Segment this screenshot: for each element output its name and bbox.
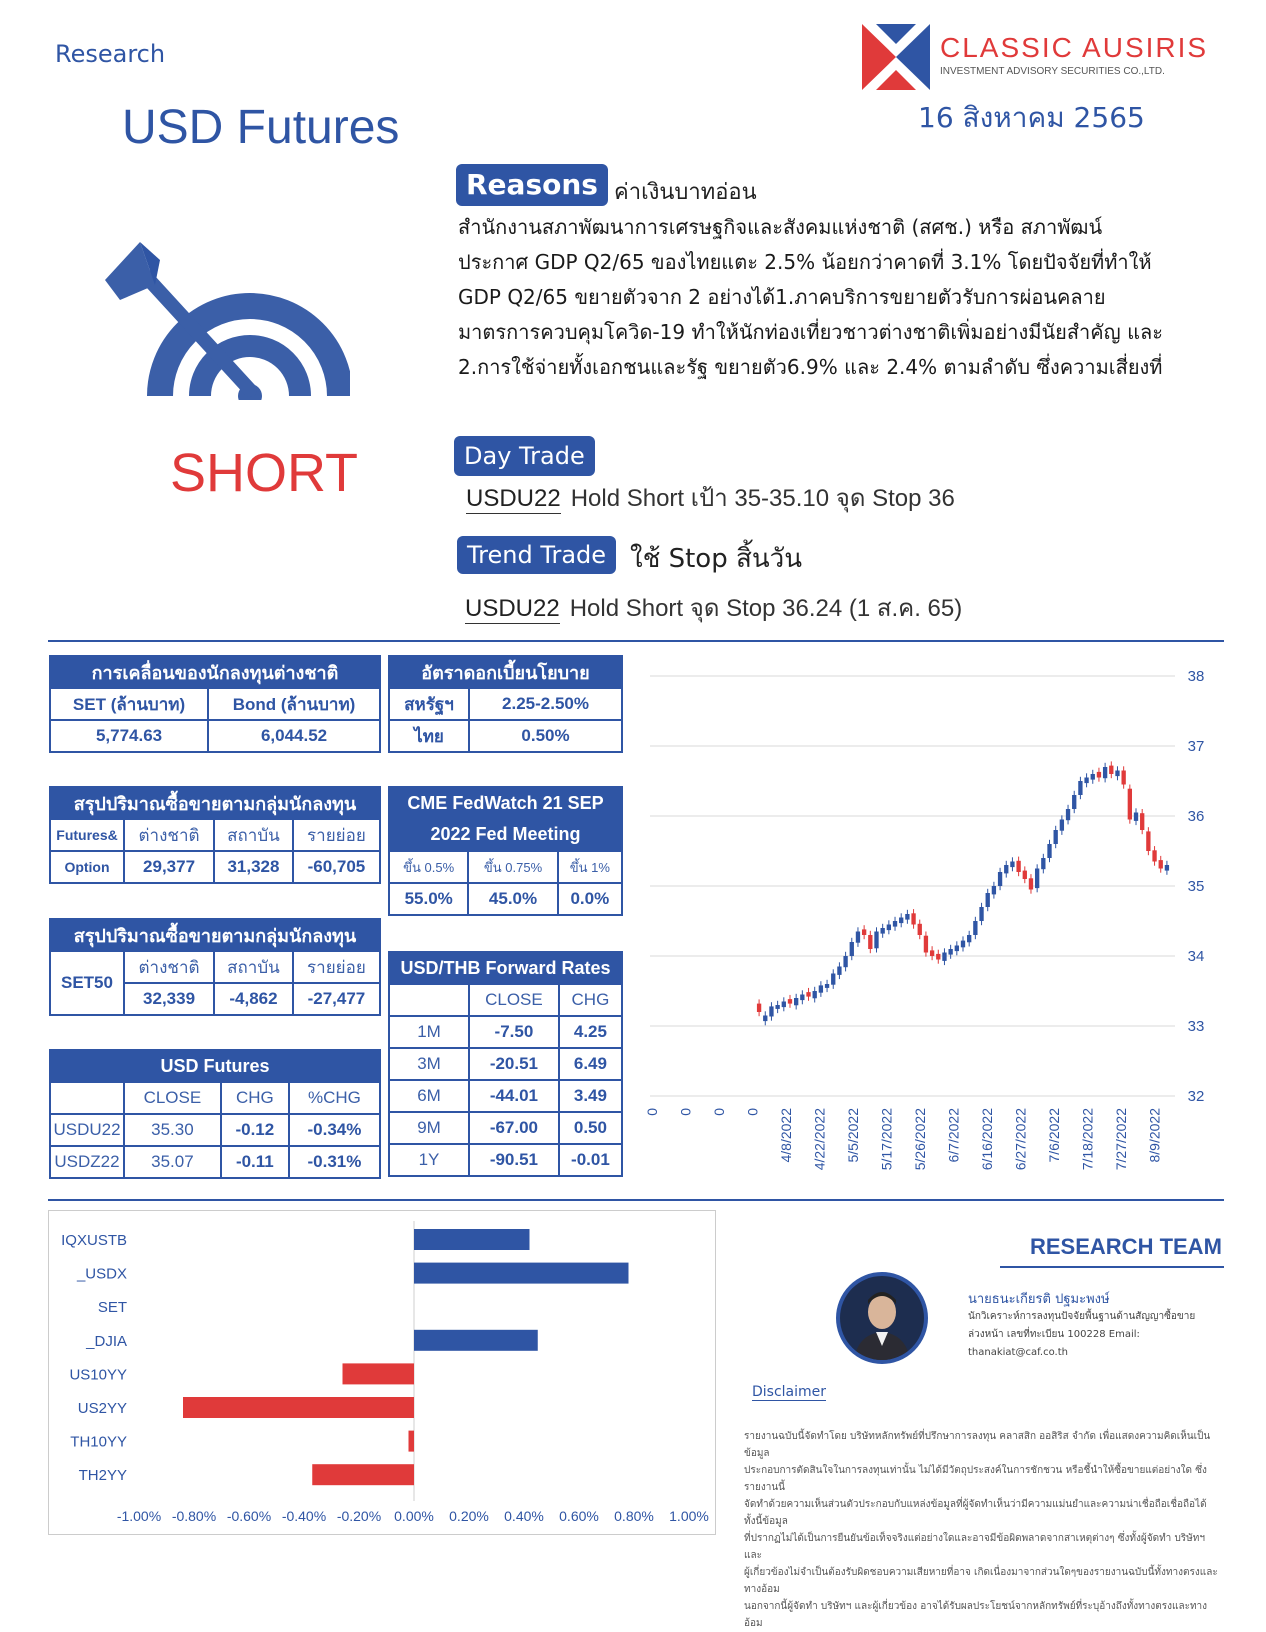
analyst-email[interactable]: thanakiat@caf.co.th xyxy=(968,1347,1068,1358)
x-tick-label: -0.60% xyxy=(226,1508,272,1524)
x-tick-label: 8/9/2022 xyxy=(1146,1108,1163,1163)
bar xyxy=(414,1330,538,1351)
table-cell: 6.49 xyxy=(559,1048,622,1080)
row-label: Option xyxy=(50,851,124,883)
table-cell: -7.50 xyxy=(469,1016,559,1048)
reasons-line: สำนักงานสภาพัฒนาการเศรษฐกิจและสังคมแห่งชาติ (สศช.) หรือ สภาพัฒน์ xyxy=(458,215,1103,239)
bar-category-label: US10YY xyxy=(69,1366,127,1384)
candle-body xyxy=(819,985,823,992)
y-tick-label: 36 xyxy=(1187,808,1205,825)
analyst-name: นายธนะเกียรติ ปฐมะพงษ์ xyxy=(968,1292,1110,1307)
candle-body xyxy=(788,999,792,1003)
foreign-flow-table xyxy=(49,655,381,753)
table-title: USD/THB Forward Rates xyxy=(389,952,622,984)
bar-category-label: US2YY xyxy=(77,1400,127,1417)
candle-body xyxy=(887,925,891,931)
y-tick-label: 33 xyxy=(1187,1018,1205,1035)
candle-body xyxy=(1041,858,1045,869)
bar xyxy=(414,1263,629,1284)
candle-body xyxy=(1115,771,1119,777)
row-label: Futures& xyxy=(50,819,124,851)
row-label: สหรัฐฯ xyxy=(389,688,469,720)
x-tick-label: 7/6/2022 xyxy=(1046,1108,1062,1163)
table-header: สถาบัน xyxy=(214,951,293,983)
policy-rate-table xyxy=(388,655,623,753)
candle-body xyxy=(862,929,866,935)
candle-body xyxy=(918,924,922,935)
table-header: ต่างชาติ xyxy=(124,951,214,983)
candle-body xyxy=(769,1006,773,1016)
x-tick-label: -1.00% xyxy=(116,1508,162,1524)
day-trade-symbol: USDU22 xyxy=(466,485,561,512)
candle-body xyxy=(1060,820,1064,831)
candle-body xyxy=(874,932,878,949)
table-cell: 55.0% xyxy=(389,883,468,915)
bar-category-label: TH2YY xyxy=(78,1467,127,1485)
table-cell: -0.12 xyxy=(221,1114,289,1146)
x-tick-label: -0.20% xyxy=(336,1508,382,1524)
candle-body xyxy=(806,992,810,996)
candle-body xyxy=(1004,865,1008,873)
day-trade-text: Hold Short เป้า 35-35.10 จุด Stop 36 xyxy=(570,485,955,512)
reasons-line: 2.การใช้จ่ายทั้งเอกชนและรัฐ ขยายตัว6.9% และ 2.4% ตามลำดับ ซึ่งความเสี่ยงที่ xyxy=(458,355,1163,379)
x-tick-label: 4/8/2022 xyxy=(778,1108,794,1163)
candle-body xyxy=(1035,869,1039,889)
trend-trade-headline: ใช้ Stop สิ้นวัน xyxy=(630,544,802,574)
candle-body xyxy=(973,921,977,935)
forward-rates-table xyxy=(388,951,623,1177)
table-cell: 35.30 xyxy=(124,1114,221,1146)
section-divider xyxy=(48,1199,1224,1201)
candle-body xyxy=(1165,865,1169,871)
candle-body xyxy=(1159,860,1163,868)
table-header: CLOSE xyxy=(124,1082,221,1114)
candle-body xyxy=(1146,831,1150,851)
table-cell: -27,477 xyxy=(293,983,380,1015)
fedwatch-table xyxy=(388,786,623,916)
team-divider xyxy=(1000,1266,1224,1268)
table-header: ขึ้น 0.75% xyxy=(468,851,557,883)
x-tick-label: 0.40% xyxy=(504,1508,544,1524)
x-tick-label: 1.00% xyxy=(669,1508,709,1524)
candle-body xyxy=(757,1004,761,1012)
table-header: รายย่อย xyxy=(293,951,380,983)
candle-body xyxy=(1066,809,1070,820)
row-label: 1Y xyxy=(389,1144,469,1176)
table-cell: 0.50 xyxy=(559,1112,622,1144)
table-cell: 29,377 xyxy=(124,851,214,883)
row-label: 9M xyxy=(389,1112,469,1144)
candle-body xyxy=(843,956,847,967)
candle-body xyxy=(794,998,798,1005)
row-label: 6M xyxy=(389,1080,469,1112)
candle-body xyxy=(831,974,835,985)
table-header: CHG xyxy=(559,984,622,1016)
brand-subtitle: INVESTMENT ADVISORY SECURITIES CO.,LTD. xyxy=(940,66,1165,77)
x-tick-label: 5/17/2022 xyxy=(878,1108,895,1171)
candle-body xyxy=(1140,813,1144,830)
table-cell: -0.31% xyxy=(289,1146,380,1178)
brand-name: CLASSIC AUSIRIS xyxy=(940,32,1209,63)
candle-body xyxy=(1121,771,1125,785)
candle-body xyxy=(992,886,996,894)
x-tick-label: 0.80% xyxy=(614,1508,654,1524)
candle-body xyxy=(967,935,971,942)
bar xyxy=(312,1464,414,1485)
page-title: USD Futures xyxy=(122,101,400,154)
x-tick-label: 7/27/2022 xyxy=(1113,1108,1129,1171)
table-header: CHG xyxy=(221,1082,289,1114)
bar xyxy=(409,1431,415,1452)
row-label: 1M xyxy=(389,1016,469,1048)
x-tick-label: 5/26/2022 xyxy=(912,1108,928,1171)
trend-trade-text: Hold Short จุด Stop 36.24 (1 ส.ค. 65) xyxy=(569,595,963,622)
bar-category-label: TH10YY xyxy=(70,1433,127,1451)
table-cell: -20.51 xyxy=(469,1048,559,1080)
bar-category-label: _DJIA xyxy=(86,1332,127,1350)
candle-body xyxy=(899,918,903,924)
candle-body xyxy=(1072,795,1076,809)
disclaimer-line: นอกจากนี้ผู้จัดทำ บริษัทฯ และผู้เกี่ยวข้อง อาจได้รับผลประโยชน์จากหลักทรัพย์ที่ระบุอ้างถึงทั้งทางตรงและทางอ้อม xyxy=(744,1601,1208,1629)
table-cell: 5,774.63 xyxy=(50,720,208,752)
candle-body xyxy=(782,1002,786,1008)
candle-body xyxy=(856,932,860,943)
candle-body xyxy=(763,1016,767,1022)
candle-body xyxy=(942,953,946,961)
analyst-avatar xyxy=(836,1272,928,1364)
analyst-photo-icon xyxy=(840,1276,924,1360)
candle-body xyxy=(1084,778,1088,784)
table-cell: -67.00 xyxy=(469,1112,559,1144)
candle-body xyxy=(1047,844,1051,858)
analyst-info xyxy=(968,1308,1198,1362)
candle-body xyxy=(998,872,1002,886)
candle-body xyxy=(775,1005,779,1009)
x-tick-label: 0.00% xyxy=(394,1508,434,1524)
trend-trade-tag: Trend Trade xyxy=(457,536,616,574)
candle-body xyxy=(936,954,940,960)
signal-label: SHORT xyxy=(170,443,359,503)
brand-logo-icon xyxy=(862,24,930,90)
market-change-bar-chart xyxy=(48,1210,716,1535)
reasons-body xyxy=(458,210,1238,385)
disclaimer-label: Disclaimer xyxy=(752,1384,827,1400)
bar xyxy=(183,1397,414,1418)
candle-body xyxy=(1128,789,1132,820)
futures-flow-table xyxy=(49,786,381,884)
analyst-role: นักวิเคราะห์การลงทุนปัจจัยพื้นฐานด้านสัญญาซื้อขาย xyxy=(968,1311,1196,1322)
reasons-line: GDP Q2/65 ขยายตัวจาก 2 อย่างได้1.ภาคบริการขยายตัวรับการผ่อนคลาย xyxy=(458,285,1106,309)
candle-body xyxy=(1103,767,1107,778)
table-cell: 0.50% xyxy=(469,720,622,752)
candle-body xyxy=(948,949,952,955)
candle-body xyxy=(1029,878,1033,889)
candle-body xyxy=(979,907,983,921)
candle-body xyxy=(868,935,872,949)
x-tick-label: -0.40% xyxy=(281,1508,327,1524)
section-label: Research xyxy=(55,40,166,68)
candle-body xyxy=(911,913,915,924)
candle-body xyxy=(930,950,934,956)
y-tick-label: 37 xyxy=(1187,738,1205,755)
table-title: สรุปปริมาณซื้อขายตามกลุ่มนักลงทุน xyxy=(50,787,380,819)
analyst-role: ล่วงหน้า เลขที่ทะเบียน 100228 Email: xyxy=(968,1329,1140,1340)
day-trade-tag: Day Trade xyxy=(454,436,595,476)
y-tick-label: 35 xyxy=(1187,878,1205,895)
table-cell: 4.25 xyxy=(559,1016,622,1048)
table-header: CLOSE xyxy=(469,984,559,1016)
table-cell: 0.0% xyxy=(558,883,622,915)
y-tick-label: 34 xyxy=(1187,948,1205,965)
table-title: การเคลื่อนของนักลงทุนต่างชาติ xyxy=(50,656,380,688)
table-cell: 35.07 xyxy=(124,1146,221,1178)
table-cell: 6,044.52 xyxy=(208,720,380,752)
candle-body xyxy=(800,995,804,1001)
candle-body xyxy=(850,942,854,956)
bar-category-label: _USDX xyxy=(76,1265,127,1283)
table-header: สถาบัน xyxy=(214,819,293,851)
candle-body xyxy=(813,991,817,998)
table-cell: 2.25-2.50% xyxy=(469,688,622,720)
table-cell: 31,328 xyxy=(214,851,293,883)
candle-body xyxy=(825,984,829,988)
table-title: USD Futures xyxy=(50,1050,380,1082)
day-trade-line xyxy=(466,478,955,517)
candle-body xyxy=(837,967,841,975)
candle-body xyxy=(1091,774,1095,780)
table-subtitle: 2022 Fed Meeting xyxy=(389,819,622,851)
table-title: สรุปปริมาณซื้อขายตามกลุ่มนักลงทุน xyxy=(50,919,380,951)
candle-body xyxy=(1054,830,1058,844)
bar xyxy=(414,1229,530,1250)
candle-body xyxy=(893,921,897,927)
x-tick-label: 6/27/2022 xyxy=(1012,1108,1029,1171)
trend-trade-line xyxy=(465,588,962,627)
row-label: USDU22 xyxy=(50,1114,124,1146)
bar-category-label: IQXUSTB xyxy=(61,1232,127,1249)
bar-category-label: SET xyxy=(97,1299,127,1317)
research-team-title: RESEARCH TEAM xyxy=(1030,1234,1222,1259)
candle-body xyxy=(1016,861,1020,872)
table-header: ต่างชาติ xyxy=(124,819,214,851)
table-cell: -0.34% xyxy=(289,1114,380,1146)
table-cell: -90.51 xyxy=(469,1144,559,1176)
report-date: 16 สิงหาคม 2565 xyxy=(918,101,1145,134)
disclaimer-line: ที่ปรากฏไม่ได้เป็นการยืนยันข้อเท็จจริงแต่อย่างใดและอาจมีข้อผิดพลาดจากสาเหตุต่างๆ ซึ่งทั้งผู้จัดทำ บริษัทฯ และ xyxy=(744,1533,1205,1561)
x-tick-label: 0.60% xyxy=(559,1508,599,1524)
disclaimer-line: ประกอบการตัดสินใจในการลงทุนเท่านั้น ไม่ได้มีวัตถุประสงค์ในการชักชวน หรือชี้นำให้ซื้อขายแต่อย่างใด ซึ่งรายงานนี้ xyxy=(744,1465,1207,1493)
usd-futures-candlestick-chart xyxy=(640,650,1230,1190)
set50-flow-table xyxy=(49,918,381,1016)
table-cell: -60,705 xyxy=(293,851,380,883)
candle-body xyxy=(1097,772,1101,778)
x-tick-label: 0 xyxy=(677,1108,694,1116)
table-cell: 3.49 xyxy=(559,1080,622,1112)
usd-futures-table xyxy=(49,1049,381,1179)
row-label: 3M xyxy=(389,1048,469,1080)
row-label: ไทย xyxy=(389,720,469,752)
table-cell: -4,862 xyxy=(214,983,293,1015)
bar xyxy=(343,1363,415,1384)
candle-body xyxy=(1134,813,1138,821)
table-header: ขึ้น 0.5% xyxy=(389,851,468,883)
table-header: ขึ้น 1% xyxy=(558,851,622,883)
x-tick-label: -0.80% xyxy=(171,1508,217,1524)
x-tick-label: 6/16/2022 xyxy=(979,1108,995,1171)
candle-body xyxy=(1152,850,1156,861)
reasons-headline: ค่าเงินบาทอ่อน xyxy=(614,180,757,205)
reasons-tag: Reasons xyxy=(456,164,608,206)
disclaimer-line: รายงานฉบับนี้จัดทำโดย บริษัทหลักทรัพย์ที่ปรึกษาการลงทุน คลาสสิก ออสิริส จำกัด เพื่อแสดงความคิดเห็นเป็นข้อมูล xyxy=(744,1431,1211,1459)
disclaimer-line: จัดทำด้วยความเห็นส่วนตัวประกอบกับแหล่งข้อมูลที่ผู้จัดทำเห็นว่ามีความแม่นยำและความน่าเชื่อถือเชื่อถือได้ ทั้งนี้ข้อมูล xyxy=(744,1499,1207,1527)
candle-body xyxy=(986,893,990,907)
y-tick-label: 32 xyxy=(1187,1088,1205,1105)
candle-body xyxy=(1023,871,1027,879)
table-cell: -0.11 xyxy=(221,1146,289,1178)
table-cell: 45.0% xyxy=(468,883,557,915)
x-tick-label: 4/22/2022 xyxy=(811,1108,828,1171)
candle-body xyxy=(961,941,965,948)
table-header: %CHG xyxy=(289,1082,380,1114)
candle-body xyxy=(1109,766,1113,774)
reasons-line: ประกาศ GDP Q2/65 ของไทยแตะ 2.5% น้อยกว่าคาดที่ 3.1% โดยปัจจัยที่ทำให้ xyxy=(458,250,1152,274)
x-tick-label: 6/7/2022 xyxy=(945,1108,962,1163)
table-cell: -44.01 xyxy=(469,1080,559,1112)
row-label: USDZ22 xyxy=(50,1146,124,1178)
table-title: CME FedWatch 21 SEP xyxy=(389,787,622,819)
x-tick-label: 0.20% xyxy=(449,1508,489,1524)
candle-body xyxy=(955,946,959,952)
candle-body xyxy=(924,936,928,953)
reasons-line: มาตรการควบคุมโควิด-19 ทำให้นักท่องเที่ยวชาวต่างชาติเพิ่มอย่างมีนัยสำคัญ และ xyxy=(458,320,1163,344)
candle-body xyxy=(1078,781,1082,795)
candle-body xyxy=(905,914,909,920)
row-label: SET50 xyxy=(50,951,124,1015)
table-cell: 32,339 xyxy=(124,983,214,1015)
x-tick-label: 7/18/2022 xyxy=(1079,1108,1096,1171)
target-arrow-icon xyxy=(100,240,350,400)
table-header: รายย่อย xyxy=(293,819,380,851)
x-tick-label: 5/5/2022 xyxy=(845,1108,861,1163)
section-divider xyxy=(48,640,1224,642)
disclaimer-body xyxy=(744,1428,1222,1632)
candle-body xyxy=(881,928,885,934)
y-tick-label: 38 xyxy=(1187,668,1205,685)
table-title: อัตราดอกเบี้ยนโยบาย xyxy=(389,656,622,688)
candle-body xyxy=(1010,862,1014,868)
table-cell: -0.01 xyxy=(559,1144,622,1176)
trend-trade-symbol: USDU22 xyxy=(465,595,560,622)
x-tick-label: 0 xyxy=(711,1108,727,1116)
x-tick-label: 0 xyxy=(644,1108,660,1116)
x-tick-label: 0 xyxy=(744,1108,761,1116)
table-header: SET (ล้านบาท) xyxy=(50,688,208,720)
disclaimer-line: ผู้เกี่ยวข้องไม่จำเป็นต้องรับผิดชอบความเสียหายที่อาจ เกิดเนื่องมาจากส่วนใดๆของรายงานฉบับนี้ทั้งทางตรงและทางอ้อม xyxy=(744,1567,1218,1595)
table-header: Bond (ล้านบาท) xyxy=(208,688,380,720)
